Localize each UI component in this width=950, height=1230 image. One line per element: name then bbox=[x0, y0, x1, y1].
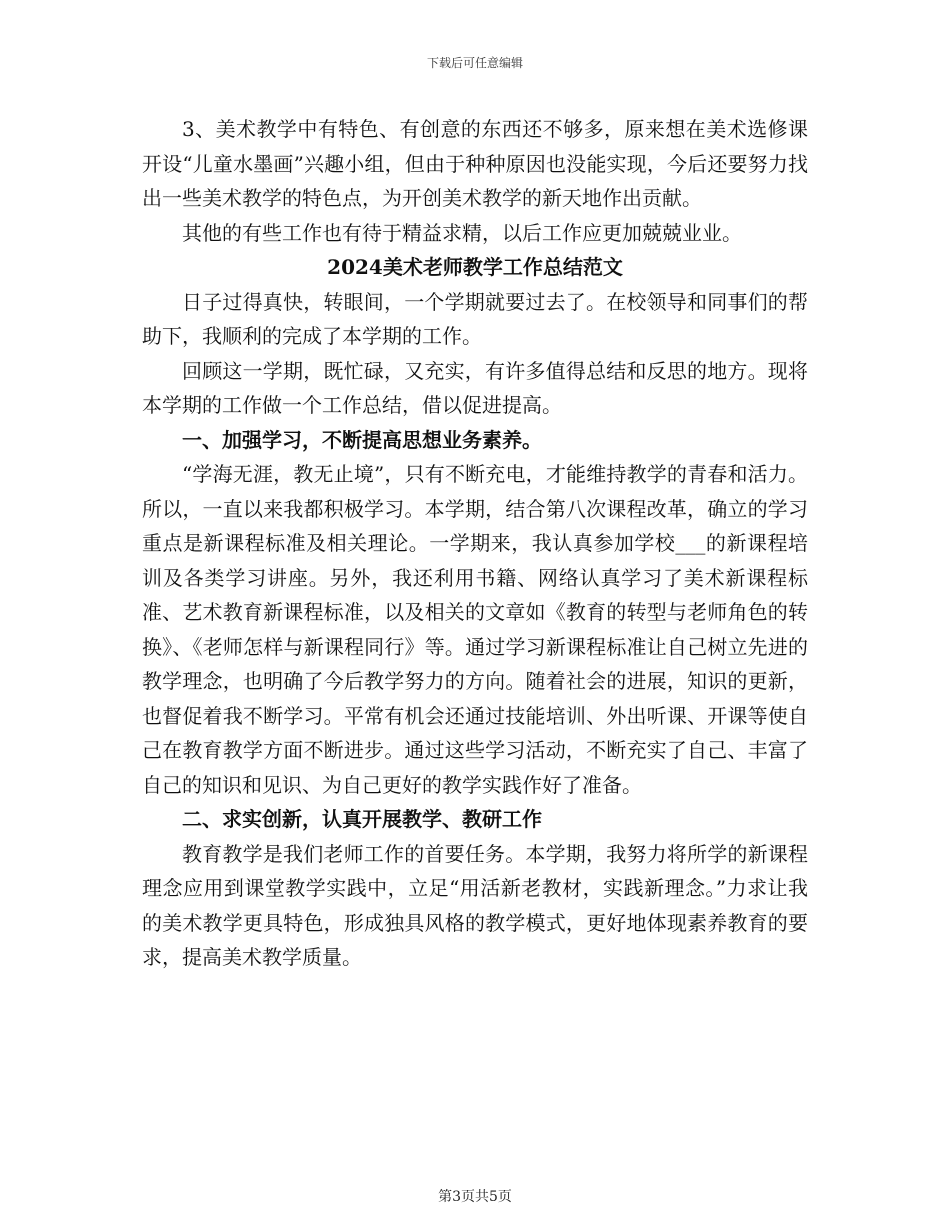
page-footer: 第3页共5页 bbox=[438, 1189, 512, 1205]
paragraph-review: 回顾这一学期，既忙碌，又充实，有许多值得总结和反思的地方。现将本学期的工作做一个工作总结，借以促进提高。 bbox=[142, 358, 808, 417]
document-body bbox=[142, 112, 808, 975]
paragraph-other-work: 其他的有些工作也有待于精益求精，以后工作应更加兢兢业业。 bbox=[182, 220, 742, 245]
paragraph-teaching: 教育教学是我们老师工作的首要任务。本学期，我努力将所学的新课程理念应用到课堂教学实践中，立足“用活新老教材，实践新理念。”力求让我的美术教学更具特色，形成独具风格的教学模式，更好地体现素养教育的要求，提高美术教学质量。 bbox=[142, 841, 808, 969]
paragraph-study: “学海无涯，教无止境”，只有不断充电，才能维持教学的青春和活力。所以，一直以来我都积极学习。本学期，结合第八次课程改革，确立的学习重点是新课程标准及相关理论。一学期来，我认真参加学校___的新课程培训及各类学习讲座。另外，我还利用书籍、网络认真学习了美术新课程标准、艺术教育新课程标准，以及相关的文章如《教育的转型与老师角色的转换》、《老师怎样与新课程同行》等。通过学习新课程标准让自己树立先进的教学理念，也明确了今后教学努力的方向。随着社会的进展，知识的更新，也督促着我不断学习。平常有机会还通过技能培训、外出听课、开课等使自己在教育教学方面不断进步。通过这些学习活动，不断充实了自己、丰富了自己的知识和见识、为自己更好的教学实践作好了准备。 bbox=[142, 462, 808, 797]
document-title: 2024美术老师教学工作总结范文 bbox=[327, 255, 623, 279]
paragraph-intro: 日子过得真快，转眼间，一个学期就要过去了。在校领导和同事们的帮助下，我顺利的完成了本学期的工作。 bbox=[142, 289, 808, 348]
paragraph-art-teaching-features: 3、美术教学中有特色、有创意的东西还不够多，原来想在美术选修课开设“儿童水墨画”兴趣小组，但由于种种原因也没能实现，今后还要努力找出一些美术教学的特色点，为开创美术教学的新天地作出贡献。 bbox=[142, 117, 808, 210]
page-header: 下载后可任意编辑 bbox=[426, 56, 523, 70]
section-heading-study: 一、加强学习，不断提高思想业务素养。 bbox=[182, 427, 542, 452]
section-heading-teaching: 二、求实创新，认真开展教学、教研工作 bbox=[182, 807, 542, 831]
